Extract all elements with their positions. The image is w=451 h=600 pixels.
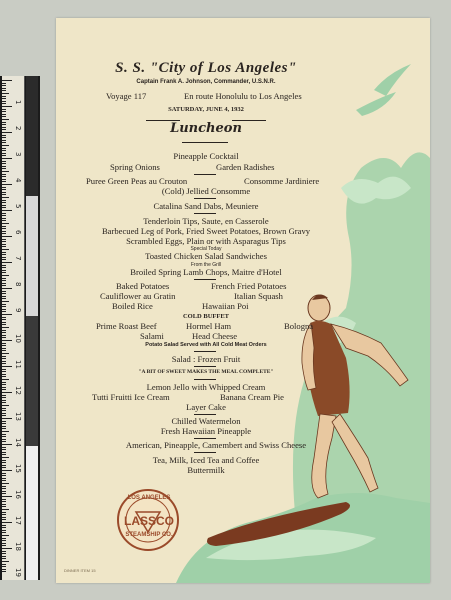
- divider: [194, 351, 216, 352]
- ruler-tick: [2, 309, 6, 310]
- ruler-tick: [2, 571, 6, 572]
- ruler-tick: [2, 158, 12, 159]
- ruler-tick: [2, 397, 6, 398]
- ruler-tick: [2, 171, 9, 172]
- ruler-tick: [2, 127, 6, 128]
- ruler-tick: [2, 431, 9, 432]
- ruler-tick: [2, 103, 6, 104]
- section-label: From the Grill: [190, 262, 222, 268]
- ruler-tick: [2, 236, 12, 237]
- ruler-tick: [2, 132, 12, 133]
- menu-item: Hawaiian Poi: [202, 301, 249, 311]
- ruler-tick: [2, 129, 6, 130]
- divider: [194, 379, 216, 380]
- menu-item: Layer Cake: [186, 402, 226, 412]
- ruler-tick: [2, 413, 6, 414]
- seagull-wing: [374, 64, 411, 96]
- ruler-number: 10: [14, 334, 22, 343]
- measurement-ruler: [0, 76, 40, 580]
- ruler-tick: [2, 200, 6, 201]
- ruler-tick: [2, 421, 6, 422]
- menu-item: Baked Potatoes: [116, 281, 170, 291]
- ruler-tick: [2, 501, 6, 502]
- menu-item: Spring Onions: [110, 162, 160, 172]
- ruler-tick: [2, 213, 6, 214]
- ruler-tick: [2, 226, 6, 227]
- menu-item: Pineapple Cocktail: [173, 151, 239, 161]
- divider: [194, 174, 216, 175]
- ruler-tick: [2, 460, 6, 461]
- ruler-tick: [2, 322, 6, 323]
- menu-item: (Cold) Jellied Consomme: [161, 186, 251, 196]
- ruler-tick: [2, 545, 6, 546]
- ruler-tick: [2, 335, 6, 336]
- ruler-tick: [2, 400, 6, 401]
- ruler-tick: [2, 426, 6, 427]
- ruler-tick: [2, 314, 12, 315]
- ruler-tick: [2, 301, 9, 302]
- ruler-number: 11: [14, 360, 22, 369]
- menu-item: Consomme Jardiniere: [244, 176, 320, 186]
- ruler-tick: [2, 491, 6, 492]
- printer-mark: DINNER ITEM 15: [64, 568, 96, 573]
- ruler-tick: [2, 447, 6, 448]
- ruler-tick: [2, 241, 6, 242]
- ruler-tick: [2, 283, 6, 284]
- ruler-tick: [2, 527, 6, 528]
- ruler-tick: [2, 405, 9, 406]
- ruler-tick: [2, 90, 6, 91]
- ruler-tick: [2, 319, 6, 320]
- ruler-tick: [2, 415, 6, 416]
- menu-item: Puree Green Peas au Crouton: [86, 176, 188, 186]
- menu-note: Potato Salad Served with All Cold Meat Orders: [145, 342, 267, 348]
- ruler-tick: [2, 306, 6, 307]
- ruler-color-block: [26, 446, 38, 580]
- ruler-tick: [2, 410, 6, 411]
- ruler-tick: [2, 228, 6, 229]
- ruler-tick: [2, 137, 6, 138]
- menu-card: [56, 18, 430, 583]
- ruler-tick: [2, 231, 6, 232]
- menu-date: SATURDAY, JUNE 4, 1932: [168, 106, 244, 113]
- ruler-tick: [2, 558, 6, 559]
- ruler-tick: [2, 470, 12, 471]
- ruler-color-block: [26, 76, 38, 196]
- ruler-tick: [2, 475, 6, 476]
- ruler-tick: [2, 93, 9, 94]
- ruler-tick: [2, 467, 6, 468]
- ruler-tick: [2, 462, 6, 463]
- ruler-tick: [2, 402, 6, 403]
- ruler-tick: [2, 148, 6, 149]
- menu-item: Scrambled Eggs, Plain or with Asparagus Tips: [126, 236, 286, 246]
- ruler-tick: [2, 293, 6, 294]
- ruler-tick: [2, 119, 9, 120]
- ruler-color-block: [26, 316, 38, 446]
- divider: [194, 198, 216, 199]
- ruler-tick: [2, 265, 6, 266]
- ruler-tick: [2, 522, 12, 523]
- ruler-tick: [2, 473, 6, 474]
- ruler-tick: [2, 488, 6, 489]
- ruler-tick: [2, 311, 6, 312]
- ruler-tick: [2, 324, 6, 325]
- ruler-tick: [2, 509, 9, 510]
- ruler-tick: [2, 80, 12, 81]
- menu-item: Banana Cream Pie: [220, 392, 284, 402]
- ruler-tick: [2, 122, 6, 123]
- captain-line: Captain Frank A. Johnson, Commander, U.S.N.R.: [136, 79, 276, 85]
- ruler-tick: [2, 244, 6, 245]
- ruler-tick: [2, 449, 6, 450]
- ruler-tick: [2, 153, 6, 154]
- ruler-tick: [2, 561, 9, 562]
- ruler-tick: [2, 223, 9, 224]
- ruler-number: 12: [14, 386, 22, 395]
- ruler-tick: [2, 434, 6, 435]
- ruler-tick: [2, 207, 6, 208]
- menu-item: Lemon Jello with Whipped Cream: [146, 382, 266, 392]
- ruler-tick: [2, 371, 6, 372]
- ruler-number: 6: [14, 230, 22, 235]
- menu-item: Garden Radishes: [216, 162, 275, 172]
- ruler-tick: [2, 179, 6, 180]
- ruler-tick: [2, 387, 6, 388]
- ruler-tick: [2, 116, 6, 117]
- menu-item: Cauliflower au Gratin: [100, 291, 176, 301]
- ruler-tick: [2, 525, 6, 526]
- ruler-scale: [2, 76, 25, 580]
- ruler-number: 19: [14, 568, 22, 577]
- ruler-tick: [2, 205, 6, 206]
- ruler-tick: [2, 252, 6, 253]
- ruler-tick: [2, 499, 6, 500]
- ruler-tick: [2, 291, 6, 292]
- ruler-tick: [2, 259, 6, 260]
- ruler-tick: [2, 356, 6, 357]
- ruler-tick: [2, 150, 6, 151]
- logo-top-text: LOS ANGELES: [127, 495, 171, 501]
- ruler-tick: [2, 267, 6, 268]
- divider: [182, 142, 228, 143]
- menu-item: Prime Roast Beef: [96, 321, 157, 331]
- ruler-tick: [2, 436, 6, 437]
- ruler-tick: [2, 296, 6, 297]
- ruler-tick: [2, 389, 6, 390]
- ruler-tick: [2, 317, 6, 318]
- ruler-tick: [2, 155, 6, 156]
- ruler-tick: [2, 506, 6, 507]
- ruler-tick: [2, 551, 6, 552]
- ruler-tick: [2, 176, 6, 177]
- ruler-number: 15: [14, 464, 22, 473]
- ruler-tick: [2, 270, 6, 271]
- ruler-number: 7: [14, 256, 22, 261]
- ruler-tick: [2, 135, 6, 136]
- ruler-tick: [2, 514, 6, 515]
- ruler-tick: [2, 418, 12, 419]
- ruler-tick: [2, 249, 9, 250]
- ruler-tick: [2, 106, 12, 107]
- ruler-tick: [2, 366, 12, 367]
- divider: [194, 366, 216, 367]
- ruler-tick: [2, 114, 6, 115]
- ruler-tick: [2, 233, 6, 234]
- ruler-tick: [2, 428, 6, 429]
- ruler-tick: [2, 361, 6, 362]
- ruler-tick: [2, 96, 6, 97]
- ruler-number: 9: [14, 308, 22, 313]
- ruler-number: 1: [14, 100, 22, 105]
- ruler-tick: [2, 101, 6, 102]
- ruler-tick: [2, 348, 6, 349]
- menu-item: Hormel Ham: [186, 321, 232, 331]
- logo-bottom-text: STEAMSHIP CO.: [125, 532, 173, 538]
- ruler-number: 13: [14, 412, 22, 421]
- divider: [194, 279, 216, 280]
- menu-item: Toasted Chicken Salad Sandwiches: [145, 251, 267, 261]
- ruler-tick: [2, 535, 9, 536]
- seagull-wing-lower: [356, 92, 396, 116]
- ruler-tick: [2, 194, 6, 195]
- menu-item: American, Pineapple, Camembert and Swiss Cheese: [125, 440, 307, 450]
- ruler-tick: [2, 340, 12, 341]
- ruler-tick: [2, 218, 6, 219]
- ruler-number: 3: [14, 152, 22, 157]
- ruler-tick: [2, 174, 6, 175]
- ruler-tick: [2, 486, 6, 487]
- ruler-tick: [2, 288, 12, 289]
- ruler-tick: [2, 88, 6, 89]
- ruler-tick: [2, 166, 6, 167]
- menu-item: Bologna: [284, 321, 314, 331]
- ruler-tick: [2, 210, 12, 211]
- ruler-tick: [2, 168, 6, 169]
- ruler-tick: [2, 379, 9, 380]
- ruler-tick: [2, 257, 6, 258]
- ruler-tick: [2, 566, 6, 567]
- ruler-tick: [2, 465, 6, 466]
- ruler-tick: [2, 181, 6, 182]
- ruler-tick: [2, 478, 6, 479]
- ruler-tick: [2, 275, 9, 276]
- ruler-tick: [2, 343, 6, 344]
- ruler-tick: [2, 161, 6, 162]
- ruler-tick: [2, 189, 6, 190]
- ruler-tick: [2, 384, 6, 385]
- ruler-tick: [2, 184, 12, 185]
- menu-item: Boiled Rice: [112, 301, 153, 311]
- ruler-tick: [2, 353, 9, 354]
- ruler-tick: [2, 439, 6, 440]
- ruler-tick: [2, 298, 6, 299]
- ruler-tick: [2, 392, 12, 393]
- route-text: En route Honolulu to Los Angeles: [184, 91, 302, 101]
- ruler-tick: [2, 140, 6, 141]
- divider: [194, 438, 216, 439]
- ruler-tick: [2, 330, 6, 331]
- divider: [194, 414, 216, 415]
- menu-item: French Fried Potatoes: [211, 281, 287, 291]
- ruler-number: 4: [14, 178, 22, 183]
- ruler-tick: [2, 262, 12, 263]
- divider: [194, 213, 216, 214]
- ruler-tick: [2, 85, 6, 86]
- ruler-tick: [2, 496, 12, 497]
- ruler-tick: [2, 369, 6, 370]
- menu-item: Catalina Sand Dabs, Meuniere: [153, 201, 259, 211]
- ruler-tick: [2, 332, 6, 333]
- ruler-number: 8: [14, 282, 22, 287]
- menu-item: Barbecued Leg of Pork, Fried Sweet Potatoes, Brown Gravy: [101, 226, 311, 236]
- ruler-tick: [2, 540, 6, 541]
- menu-item: Salami: [140, 331, 164, 341]
- ruler-tick: [2, 187, 6, 188]
- meal-title: Luncheon: [170, 121, 242, 136]
- ruler-tick: [2, 285, 6, 286]
- ruler-tick: [2, 395, 6, 396]
- ruler-tick: [2, 543, 6, 544]
- ruler-tick: [2, 538, 6, 539]
- ruler-tick: [2, 197, 9, 198]
- ruler-tick: [2, 145, 9, 146]
- ruler-tick: [2, 337, 6, 338]
- ruler-tick: [2, 517, 6, 518]
- ruler-tick: [2, 493, 6, 494]
- ruler-tick: [2, 553, 6, 554]
- ruler-tick: [2, 109, 6, 110]
- ruler-tick: [2, 83, 6, 84]
- ruler-tick: [2, 192, 6, 193]
- menu-item: Broiled Spring Lamb Chops, Maitre d'Hotel: [130, 267, 282, 277]
- ruler-color-block: [26, 196, 38, 316]
- ruler-tick: [2, 512, 6, 513]
- ruler-tick: [2, 98, 6, 99]
- ruler-tick: [2, 423, 6, 424]
- section-heading: "A BIT OF SWEET MAKES THE MEAL COMPLETE": [138, 369, 274, 375]
- ruler-number: 14: [14, 438, 22, 447]
- menu-item: Tea, Milk, Iced Tea and Coffee: [152, 455, 260, 465]
- ruler-tick: [2, 532, 6, 533]
- ruler-tick: [2, 280, 6, 281]
- ruler-tick: [2, 246, 6, 247]
- menu-item: Italian Squash: [234, 291, 283, 301]
- ruler-tick: [2, 376, 6, 377]
- ruler-tick: [2, 163, 6, 164]
- ruler-tick: [2, 457, 9, 458]
- ruler-number: 16: [14, 490, 22, 499]
- ruler-tick: [2, 374, 6, 375]
- ruler-tick: [2, 480, 6, 481]
- menu-item: Tenderloin Tips, Saute, en Casserole: [143, 216, 269, 226]
- ruler-tick: [2, 548, 12, 549]
- ruler-tick: [2, 345, 6, 346]
- ruler-tick: [2, 254, 6, 255]
- section-label: Special Today: [190, 246, 222, 252]
- ruler-tick: [2, 408, 6, 409]
- ruler-number: 18: [14, 542, 22, 551]
- ruler-tick: [2, 202, 6, 203]
- ruler-number: 17: [14, 516, 22, 525]
- ruler-tick: [2, 358, 6, 359]
- ruler-tick: [2, 382, 6, 383]
- ruler-tick: [2, 215, 6, 216]
- divider: [194, 452, 216, 453]
- voyage-number: Voyage 117: [106, 91, 147, 101]
- ruler-tick: [2, 556, 6, 557]
- ruler-tick: [2, 304, 6, 305]
- section-heading: COLD BUFFET: [182, 313, 230, 320]
- ruler-tick: [2, 272, 6, 273]
- ruler-tick: [2, 444, 12, 445]
- ruler-tick: [2, 564, 6, 565]
- ruler-number: 2: [14, 126, 22, 131]
- ruler-tick: [2, 124, 6, 125]
- ruler-tick: [2, 111, 6, 112]
- ruler-tick: [2, 239, 6, 240]
- ruler-tick: [2, 327, 9, 328]
- ruler-tick: [2, 220, 6, 221]
- ruler-tick: [2, 569, 6, 570]
- ruler-tick: [2, 363, 6, 364]
- ruler-number: 5: [14, 204, 22, 209]
- ruler-tick: [2, 278, 6, 279]
- menu-item: Tutti Fruitti Ice Cream: [92, 392, 170, 402]
- ruler-tick: [2, 350, 6, 351]
- ruler-tick: [2, 530, 6, 531]
- menu-item: Head Cheese: [192, 331, 238, 341]
- menu-item: Buttermilk: [187, 465, 225, 475]
- ruler-tick: [2, 504, 6, 505]
- ruler-tick: [2, 452, 6, 453]
- logo-center-text: LASSCO: [123, 514, 174, 528]
- menu-item: Chilled Watermelon: [171, 416, 241, 426]
- ruler-tick: [2, 441, 6, 442]
- ruler-tick: [2, 454, 6, 455]
- menu-item: Salad : Frozen Fruit: [171, 354, 241, 364]
- ship-name: S. S. "City of Los Angeles": [115, 60, 297, 76]
- ruler-tick: [2, 519, 6, 520]
- menu-item: Fresh Hawaiian Pineapple: [160, 426, 252, 436]
- ruler-tick: [2, 483, 9, 484]
- ruler-tick: [2, 142, 6, 143]
